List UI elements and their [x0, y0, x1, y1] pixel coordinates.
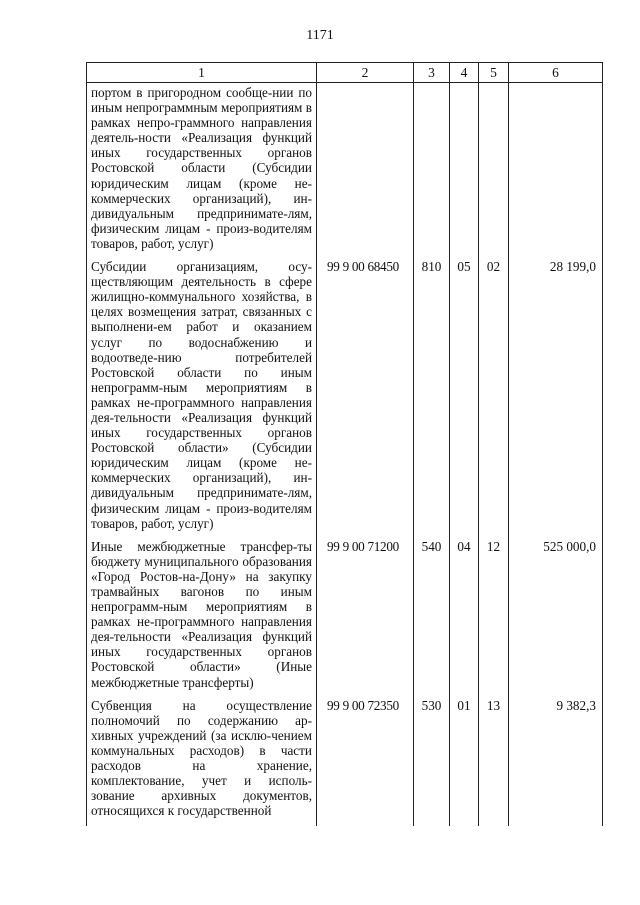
table-row	[87, 259, 603, 539]
header-col-2: 2	[317, 63, 414, 83]
budget-table-container	[86, 62, 602, 826]
row-description: Субсидии организациям, осу-ществляющим деятельность в сфере жилищно-коммунального хозяйства, в целях возмещения затрат, связанных с выполнени-ем работ и оказанием услуг по водоснабжению и водоотведе-нию потребителей Ростовской области по иным непрограмм-ным мероприятиям в рамках не-программного направления дея-тельности «Реализация функций иных государственных органов Ростовской области» (Субсидии юридическим лицам (кроме не-коммерческих организаций), ин-дивидуальным предпринимате-лям, физическим лицам - произ-водителям товаров, работ, услуг)	[87, 259, 317, 539]
row-amount: 28 199,0	[509, 259, 603, 539]
table-row	[87, 539, 603, 698]
row-amount: 525 000,0	[509, 539, 603, 698]
row-amount	[509, 83, 603, 260]
row-col3: 530	[414, 698, 450, 827]
row-col5: 02	[479, 259, 509, 539]
row-code	[317, 83, 414, 260]
row-col5: 13	[479, 698, 509, 827]
row-code: 99 9 00 71200	[317, 539, 414, 698]
row-description: портом в пригородном сообще-нии по иным непрограммным мероприятиям в рамках непро-граммного направления деятель-ности «Реализация функций иных государственных органов Ростовской области (Субсидии юридическим лицам (кроме не-коммерческих организаций), ин-дивидуальным предпринимате-лям, физическим лицам - произ-водителям товаров, работ, услуг)	[87, 83, 317, 260]
row-col4: 04	[450, 539, 479, 698]
row-description: Субвенция на осуществление полномочий по содержанию ар-хивных учреждений (за исклю-чением коммунальных расходов) в части расходов на хранение, комплектование, учет и исполь-зование архивных документов, относящихся к государственной	[87, 698, 317, 827]
page-number: 1171	[306, 28, 334, 43]
row-col4	[450, 83, 479, 260]
row-col3	[414, 83, 450, 260]
header-col-1: 1	[87, 63, 317, 83]
row-code: 99 9 00 72350	[317, 698, 414, 827]
row-col4: 01	[450, 698, 479, 827]
header-col-6: 6	[509, 63, 603, 83]
header-col-3: 3	[414, 63, 450, 83]
row-col5: 12	[479, 539, 509, 698]
row-col3: 810	[414, 259, 450, 539]
row-amount: 9 382,3	[509, 698, 603, 827]
row-col3: 540	[414, 539, 450, 698]
table-row	[87, 83, 603, 260]
table-row	[87, 698, 603, 827]
budget-table	[86, 62, 603, 826]
header-col-5: 5	[479, 63, 509, 83]
row-col5	[479, 83, 509, 260]
header-col-4: 4	[450, 63, 479, 83]
table-header-row	[87, 63, 603, 83]
row-col4: 05	[450, 259, 479, 539]
row-description: Иные межбюджетные трансфер-ты бюджету муниципального образования «Город Ростов-на-Дону» на закупку трамвайных вагонов по иным непрограмм-ным мероприятиям в рамках не-программного направления дея-тельности «Реализация функций иных государственных органов Ростовской области» (Иные межбюджетные трансферты)	[87, 539, 317, 698]
row-code: 99 9 00 68450	[317, 259, 414, 539]
